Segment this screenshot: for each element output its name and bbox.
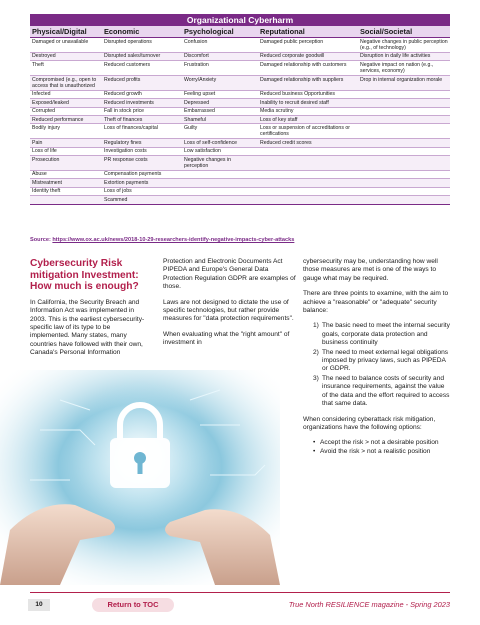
list-text: The need to meet external legal obligations imposed by privacy laws, such as PIPEDA or GDPR. [322, 348, 449, 373]
table-row [30, 107, 450, 115]
table-cell [182, 170, 258, 178]
list-item [313, 448, 451, 456]
table-cell: Pain [30, 139, 102, 147]
list-item [313, 322, 451, 347]
table-cell [182, 179, 258, 187]
table-cell: Damaged relationship with suppliers [258, 76, 358, 91]
paragraph: Protection and Electronic Documents Act PIPEDA and Europe's General Data Protection Regulation GDPR are examples of those. [163, 258, 296, 291]
table-cell: Corrupted [30, 107, 102, 115]
table-row [30, 156, 450, 171]
table-cell: Theft [30, 61, 102, 76]
table-header-row [30, 26, 450, 38]
table-row [30, 76, 450, 91]
list-item [313, 439, 451, 447]
table-cell: Loss of jobs [102, 187, 182, 195]
table-row [30, 147, 450, 155]
table-cell: Disrupted operations [102, 38, 182, 53]
table-cell: Reduced investments [102, 99, 182, 107]
article-column-3 [303, 258, 451, 456]
table-cell: Reduced business Opportunities [258, 90, 358, 98]
table-cell: Confusion [182, 38, 258, 53]
table-cell: Frustration [182, 61, 258, 76]
table-cell [258, 147, 358, 155]
column-header-reputational: Reputational [258, 26, 358, 38]
table-row [30, 196, 450, 204]
bullet-icon: • [313, 447, 316, 455]
paragraph: In California, the Security Breach and Information Act was implemented in 2003. This is the earliest cybersecurity-specific law of its type to be implemented. Many states, many countries have followed with their own, Canada's Personal Information [30, 298, 145, 357]
list-text: The need to balance costs of security and insurance requirements, against the value of the data and the effort required to access that same data. [322, 374, 450, 408]
source-link[interactable]: https://www.ox.ac.uk/news/2018-10-29-researchers-identify-negative-impacts-cyber-attacks [52, 237, 295, 243]
list-text: The basic need to meet the internal security goals, corporate data protection and business continuity [322, 322, 450, 347]
numbered-list [313, 322, 451, 408]
page-number: 10 [28, 599, 50, 611]
table-row [30, 52, 450, 60]
table-cell: Reduced growth [102, 90, 182, 98]
article-column-2 [163, 258, 297, 355]
bullet-list [313, 439, 451, 456]
footer-divider [30, 592, 450, 593]
table-cell: Inability to recruit desired staff [258, 99, 358, 107]
table-cell: Regulatory fines [102, 139, 182, 147]
table-cell: Reduced corporate goodwill [258, 52, 358, 60]
return-to-toc-button[interactable]: Return to TOC [92, 598, 174, 612]
list-text: Avoid the risk > not a realistic position [320, 447, 431, 455]
table-cell [258, 156, 358, 171]
column-header-social-societal: Social/Societal [358, 26, 450, 38]
table-row [30, 90, 450, 98]
paragraph: Laws are not designed to dictate the use of specific technologies, but rather provide measures for "data protection requirements". [163, 298, 294, 323]
table-cell [182, 196, 258, 204]
bullet-icon: • [313, 439, 316, 447]
table-cell: Compensation payments [102, 170, 182, 178]
table-row [30, 99, 450, 107]
table-cell [358, 139, 450, 147]
cyberharm-table [30, 26, 450, 205]
table-row [30, 38, 450, 53]
table-cell [182, 187, 258, 195]
table-body [30, 38, 450, 205]
table-cell: Bodily injury [30, 124, 102, 139]
table-cell: Compromised (e.g., open to access that is unauthorized [30, 76, 102, 91]
padlock-illustration [0, 370, 280, 585]
paragraph: When evaluating what the "right amount" of investment in [163, 330, 290, 347]
table-cell: Exposed/leaked [30, 99, 102, 107]
table-cell: Damaged or unavailable [30, 38, 102, 53]
paragraph: cybersecurity may be, understanding how well those measures are met is one of the ways to gauge what may be required. [303, 258, 438, 282]
table-cell: Identity theft [30, 187, 102, 195]
table-cell [258, 196, 358, 204]
table-cell [258, 170, 358, 178]
table-cell: Shameful [182, 116, 258, 124]
table-cell [358, 147, 450, 155]
table-cell: Loss or suspension of accreditations or certifications [258, 124, 358, 139]
table-row [30, 124, 450, 139]
list-text: Accept the risk > not a desirable position [320, 439, 439, 447]
table-cell [358, 99, 450, 107]
table-cell: Investigation costs [102, 147, 182, 155]
source-label: Source: [30, 237, 53, 243]
table-cell [358, 90, 450, 98]
table-cell [358, 116, 450, 124]
table-cell: Loss of finances/capital [102, 124, 182, 139]
table-cell: Damaged relationship with customers [258, 61, 358, 76]
magazine-title: True North RESILIENCE magazine - Spring 2023 [288, 600, 450, 609]
table-cell: Reduced customers [102, 61, 182, 76]
list-number: 3) [313, 374, 319, 382]
table-cell: Theft of finances [102, 116, 182, 124]
table-cell: Loss of key staff [258, 116, 358, 124]
table-cell [258, 187, 358, 195]
table-cell: Mistreatment [30, 179, 102, 187]
table-cell: Abuse [30, 170, 102, 178]
table-cell [358, 170, 450, 178]
column-header-psychological: Psychological [182, 26, 258, 38]
table-cell: Drop in internal organization morale [358, 76, 450, 91]
table-cell: Guilty [182, 124, 258, 139]
table-cell [358, 187, 450, 195]
table-cell: Reduced credit scores [258, 139, 358, 147]
paragraph: There are three points to examine, with the aim to achieve a "reasonable" or "adequate" security balance: [303, 290, 449, 315]
table-row [30, 179, 450, 187]
table-cell [358, 124, 450, 139]
table-cell [358, 179, 450, 187]
table-row [30, 61, 450, 76]
table-cell: Extortion payments [102, 179, 182, 187]
table-cell: Discomfort [182, 52, 258, 60]
table-title: Organizational Cyberharm [30, 14, 450, 26]
table-cell: Embarrassed [182, 107, 258, 115]
table-cell: Reduced performance [30, 116, 102, 124]
paragraph: When considering cyberattack risk mitigation, organizations have the following options: [303, 415, 436, 431]
table-cell: Negative changes in public perception (e.g., of technology) [358, 38, 450, 53]
article-column-1 [30, 258, 150, 365]
table-cell: Infected [30, 90, 102, 98]
table-cell [358, 196, 450, 204]
table-cell: Prosecution [30, 156, 102, 171]
table-row [30, 187, 450, 195]
table-cell: Media scrutiny [258, 107, 358, 115]
table-cell: Loss of self-confidence [182, 139, 258, 147]
table-cell: Fall in stock price [102, 107, 182, 115]
list-number: 1) [313, 322, 319, 330]
table-cell: Scammed [102, 196, 182, 204]
source-line [30, 237, 294, 243]
table-cell: Reduced profits [102, 76, 182, 91]
table-cell: Damaged public perception [258, 38, 358, 53]
table-row [30, 170, 450, 178]
list-item [313, 349, 451, 374]
table-row [30, 139, 450, 147]
table-cell [358, 107, 450, 115]
table-cell: Worry/Anxiety [182, 76, 258, 91]
table-cell [358, 156, 450, 171]
table-row [30, 116, 450, 124]
list-number: 2) [313, 348, 319, 356]
table-cell: Feeling upset [182, 90, 258, 98]
table-cell: Disrupted sales/turnover [102, 52, 182, 60]
column-header-economic: Economic [102, 26, 182, 38]
table-cell: Destroyed [30, 52, 102, 60]
column-header-physical-digital: Physical/Digital [30, 26, 102, 38]
list-item [313, 375, 451, 409]
table-cell: Disruption in daily life activities [358, 52, 450, 60]
table-cell: Negative changes in perception [182, 156, 258, 171]
article-headline: Cybersecurity Risk mitigation Investment: How much is enough? [30, 258, 139, 293]
table-cell [258, 179, 358, 187]
table-cell: Low satisfaction [182, 147, 258, 155]
cyberharm-table-container [30, 14, 450, 205]
padlock-hands-illustration [0, 370, 280, 585]
table-cell: PR response costs [102, 156, 182, 171]
table-cell [30, 196, 102, 204]
table-cell: Loss of life [30, 147, 102, 155]
table-cell: Negative impact on nation (e.g., services, economy) [358, 61, 450, 76]
table-cell: Depressed [182, 99, 258, 107]
